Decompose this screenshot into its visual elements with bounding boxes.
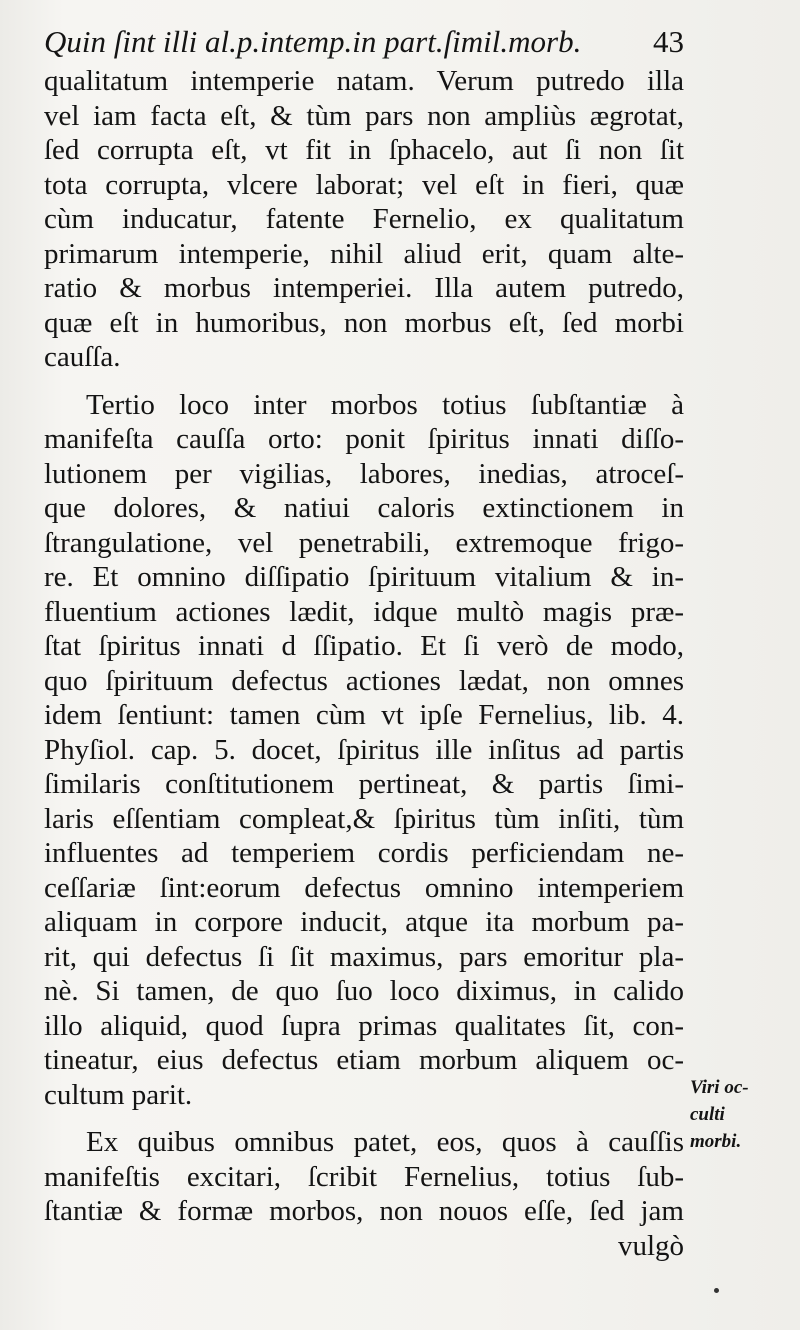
- text-line: quo ſpirituum defectus actiones lædat, non omnes: [44, 664, 684, 697]
- page-number: 43: [653, 24, 684, 59]
- text-line: ſimilaris conſtitutionem pertineat, & partis ſimi-: [44, 768, 684, 800]
- text-line: lutionem per vigilias, labores, inedias, atroceſ-: [44, 457, 684, 490]
- text-line: ratio & morbus intemperiei. Illa autem putredo,: [44, 272, 684, 304]
- margin-note-line: morbi.: [690, 1131, 742, 1152]
- text-line: ſtat ſpiritus innati d ſſipatio. Et ſi verò de modo,: [44, 630, 684, 662]
- text-line: cultum parit.: [44, 1078, 193, 1111]
- text-line: ceſſariæ ſint:eorum defectus omnino intemperiem: [44, 871, 684, 904]
- catchword: vulgò: [617, 1229, 684, 1262]
- margin-note: [690, 1074, 790, 1155]
- paragraph-first-line: Ex quibus omnibus patet, eos, quos à cauſſis: [86, 1126, 684, 1158]
- text-line: ſtantiæ & formæ morbos, non nouos eſſe, ſed jam: [44, 1195, 684, 1227]
- text-line: Phyſiol. cap. 5. docet, ſpiritus ille inſitus ad partis: [44, 733, 684, 766]
- text-line: re. Et omnino diſſipatio ſpirituum vitalium & in-: [44, 561, 684, 593]
- text-line: tota corrupta, vlcere laborat; vel eſt in fieri, quæ: [44, 168, 684, 201]
- header-title: Quin ſint illi al.p.intemp.in part.ſimil.morb.: [44, 24, 582, 59]
- text-line: illo aliquid, quod ſupra primas qualitates ſit, con-: [44, 1009, 684, 1042]
- text-line: ſed corrupta eſt, vt fit in ſphacelo, aut ſi non ſit: [44, 134, 684, 166]
- text-line: nè. Si tamen, de quo ſuo loco diximus, in calido: [44, 975, 684, 1007]
- text-line: influentes ad temperiem cordis perficiendam ne-: [44, 837, 684, 869]
- margin-note-line: Viri oc-: [690, 1077, 749, 1098]
- text-line: rit, qui defectus ſi ſit maximus, pars emoritur pla-: [44, 940, 684, 973]
- text-line: laris eſſentiam compleat,& ſpiritus tùm inſiti, tùm: [44, 802, 684, 835]
- text-line: qualitatum intemperie natam. Verum putredo illa: [44, 65, 684, 97]
- text-line: primarum intemperie, nihil aliud erit, quam alte-: [44, 237, 684, 270]
- text-line: cùm inducatur, fatente Fernelio, ex qualitatum: [44, 203, 684, 235]
- text-line: aliquam in corpore inducit, atque ita morbum pa-: [44, 906, 684, 938]
- text-line: manifeſtis excitari, ſcribit Fernelius, totius ſub-: [44, 1160, 684, 1193]
- text-line: fluentium actiones lædit, idque multò magis præ-: [44, 595, 684, 628]
- paragraph-first-line: Tertio loco inter morbos totius ſubſtantiæ à: [86, 388, 684, 421]
- text-line: vel iam facta eſt, & tùm pars non ampliùs ægrotat,: [44, 99, 684, 132]
- text-line: que dolores, & natiui caloris extinctionem in: [44, 492, 684, 524]
- text-line: quæ eſt in humoribus, non morbus eſt, ſed morbi: [44, 306, 684, 339]
- margin-note-line: culti: [690, 1104, 725, 1125]
- text-line: idem ſentiunt: tamen cùm vt ipſe Fernelius, lib. 4.: [44, 699, 684, 731]
- text-line: cauſſa.: [44, 341, 121, 373]
- text-line: ſtrangulatione, vel penetrabili, extremoque frigo-: [44, 526, 684, 559]
- body-text: [44, 64, 684, 1263]
- text-line: manifeſta cauſſa orto: ponit ſpiritus innati diſſo-: [44, 423, 684, 455]
- text-line: tineatur, eius defectus etiam morbum aliquem oc-: [44, 1044, 684, 1076]
- running-header: [44, 20, 684, 64]
- ink-speck: [714, 1288, 719, 1293]
